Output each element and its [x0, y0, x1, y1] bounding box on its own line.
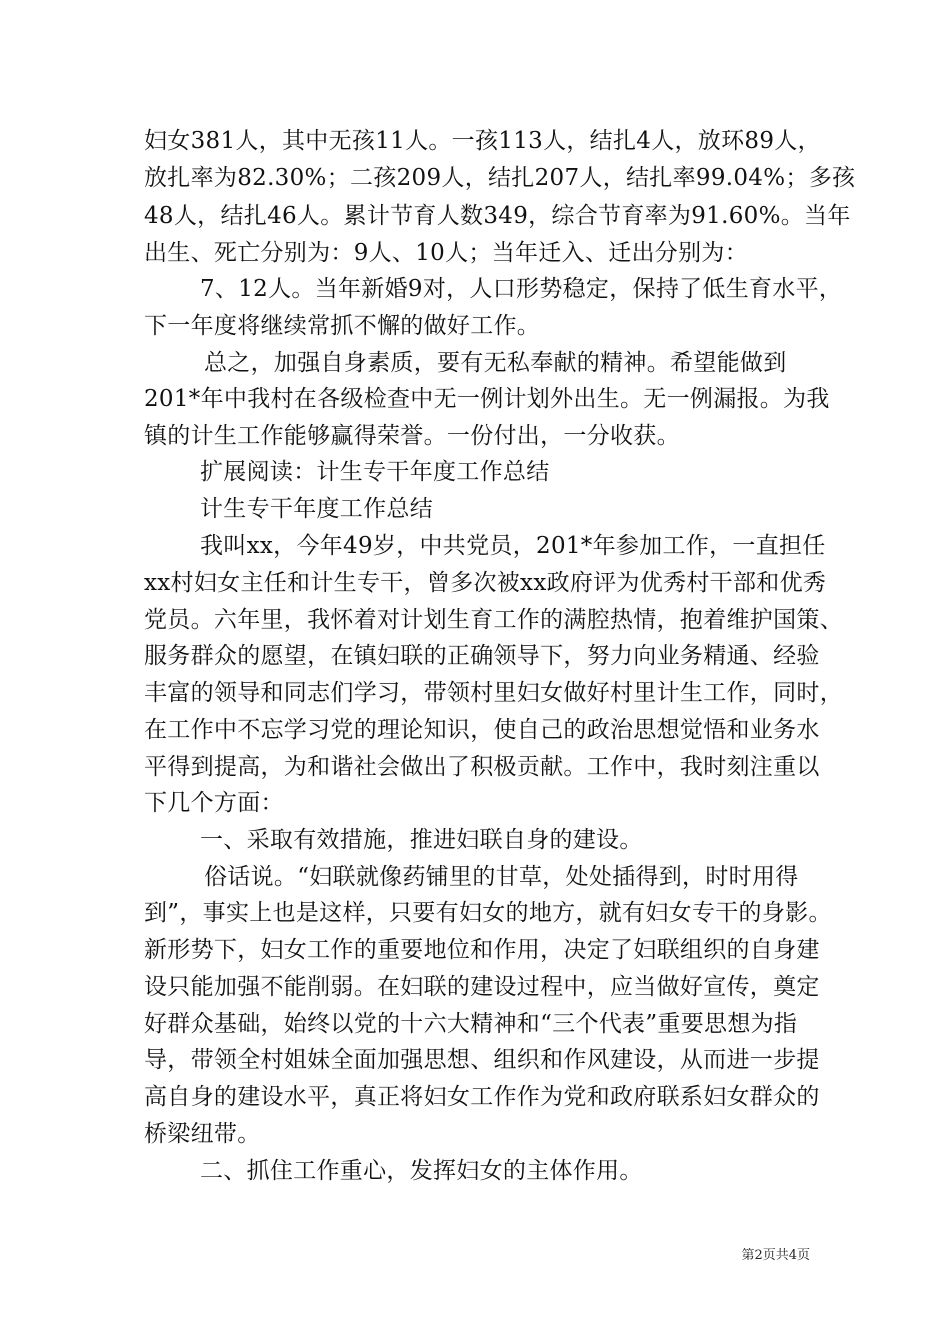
text-line: 俗话说。“妇联就像药铺里的甘草，处处插得到，时时用得 [204, 864, 799, 890]
text-line: 高自身的建设水平，真正将妇女工作作为党和政府联系妇女群众的 [144, 1084, 820, 1110]
text-line: 镇的计生工作能够赢得荣誉。一份付出，一分收获。 [144, 423, 680, 449]
text-line: 到”，事实上也是这样，只要有妇女的地方，就有妇女专干的身影。 [144, 900, 832, 926]
text-line: 扩展阅读：计生专干年度工作总结 [200, 459, 550, 485]
text-line: 党员。六年里，我怀着对计划生育工作的满腔热情，抱着维护国策、 [144, 607, 843, 633]
text-line: 在工作中不忘学习党的理论知识，使自己的政治思想觉悟和业务水 [144, 717, 820, 743]
text-line: 出生、死亡分别为：9人、10人；当年迁入、迁出分别为： [144, 240, 748, 266]
text-line: 新形势下，妇女工作的重要地位和作用，决定了妇联组织的自身建 [144, 937, 820, 963]
text-line: xx村妇女主任和计生专干，曾多次被xx政府评为优秀村干部和优秀 [144, 570, 827, 596]
text-line: 妇女381人，其中无孩11人。一孩113人，结扎4人，放环89人， [144, 128, 821, 154]
text-line: 201*年中我村在各级检查中无一例计划外出生。无一例漏报。为我 [144, 386, 830, 412]
text-line: 计生专干年度工作总结 [200, 496, 433, 522]
section-heading: 一、采取有效措施，推进妇联自身的建设。 [200, 827, 643, 853]
text-line: 下一年度将继续常抓不懈的做好工作。 [144, 313, 541, 339]
text-line: 48人，结扎46人。累计节育人数349，综合节育率为91.60%。当年 [144, 203, 851, 229]
text-line: 导，带领全村姐妹全面加强思想、组织和作风建设，从而进一步提 [144, 1047, 820, 1073]
section-heading: 二、抓住工作重心，发挥妇女的主体作用。 [200, 1158, 643, 1184]
page-indicator: 第2页共4页 [741, 1248, 810, 1263]
text-line: 服务群众的愿望，在镇妇联的正确领导下，努力向业务精通、经验 [144, 643, 820, 669]
text-line: 丰富的领导和同志们学习，带领村里妇女做好村里计生工作，同时， [144, 680, 843, 706]
text-line: 总之，加强自身素质，要有无私奉献的精神。希望能做到 [204, 350, 787, 376]
text-line: 好群众基础，始终以党的十六大精神和“三个代表”重要思想为指 [144, 1011, 798, 1037]
text-line: 桥梁纽带。 [144, 1121, 261, 1147]
text-line: 我叫xx，今年49岁，中共党员，201*年参加工作，一直担任 [200, 533, 826, 559]
text-line: 7、12人。当年新婚9对，人口形势稳定，保持了低生育水平， [200, 276, 843, 302]
text-line: 下几个方面： [144, 790, 284, 816]
text-line: 设只能加强不能削弱。在妇联的建设过程中，应当做好宣传，奠定 [144, 974, 820, 1000]
text-line: 平得到提高，为和谐社会做出了积极贡献。工作中，我时刻注重以 [144, 754, 820, 780]
text-line: 放扎率为82.30%；二孩209人，结扎207人，结扎率99.04%；多孩 [144, 165, 856, 191]
